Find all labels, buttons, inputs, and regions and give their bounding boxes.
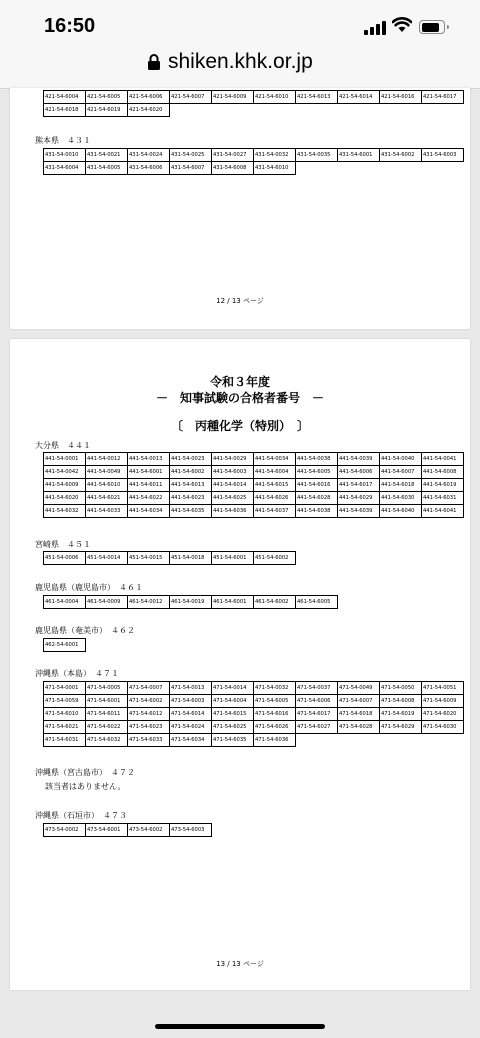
table-row: [44, 466, 464, 479]
number-cell: 471-54-6033: [128, 734, 170, 747]
number-cell: 441-54-6029: [338, 492, 380, 505]
number-table-461: [43, 595, 338, 609]
number-cell: 441-54-0001: [44, 453, 86, 466]
number-cell: 421-54-6004: [44, 91, 86, 104]
number-cell: 441-54-0041: [422, 453, 464, 466]
lock-icon: [147, 53, 161, 71]
table-row: [44, 721, 464, 734]
number-cell: 431-54-6008: [212, 162, 254, 175]
number-cell: 431-54-0032: [254, 149, 296, 162]
number-cell: 471-54-6023: [128, 721, 170, 734]
number-cell: 421-54-6017: [422, 91, 464, 104]
number-cell: 441-54-6006: [338, 466, 380, 479]
table-row: [44, 552, 296, 565]
number-cell: 441-54-6035: [170, 505, 212, 518]
number-cell: 471-54-6026: [254, 721, 296, 734]
number-cell: 471-54-0014: [212, 682, 254, 695]
table-row: [44, 479, 464, 492]
table-row: [44, 734, 464, 747]
number-cell: 431-54-0010: [44, 149, 86, 162]
number-cell: 441-54-6025: [212, 492, 254, 505]
number-cell: 421-54-6006: [128, 91, 170, 104]
number-cell: 441-54-6001: [128, 466, 170, 479]
number-cell: 441-54-6011: [128, 479, 170, 492]
document-heading-category: 〔 丙種化学（特別） 〕: [170, 419, 309, 433]
prefecture-label: 鹿児島県（鹿児島市） ４６１: [35, 583, 143, 592]
number-cell: 471-54-0001: [44, 682, 86, 695]
table-row: [44, 453, 464, 466]
number-cell: 451-54-6001: [212, 552, 254, 565]
number-cell: 471-54-0037: [296, 682, 338, 695]
number-cell: 471-54-6010: [44, 708, 86, 721]
number-cell: 471-54-6015: [212, 708, 254, 721]
number-cell: 471-54-6001: [86, 695, 128, 708]
home-indicator[interactable]: [155, 1024, 325, 1029]
wifi-icon: [392, 17, 412, 33]
number-cell: 471-54-6024: [170, 721, 212, 734]
number-cell: 471-54-6028: [338, 721, 380, 734]
number-cell: 451-54-0018: [170, 552, 212, 565]
table-row: [44, 91, 464, 104]
number-cell: 471-54-6005: [254, 695, 296, 708]
number-cell: 451-54-0014: [86, 552, 128, 565]
number-cell: 431-54-6002: [380, 149, 422, 162]
number-cell: 473-54-6003: [170, 824, 212, 837]
table-row: [44, 492, 464, 505]
number-cell: 471-54-6036: [254, 734, 296, 747]
number-cell: 461-54-0012: [128, 596, 170, 609]
number-cell: 441-54-6032: [44, 505, 86, 518]
number-cell: 441-54-6003: [212, 466, 254, 479]
number-cell: 471-54-6022: [86, 721, 128, 734]
number-cell: 421-54-6014: [338, 91, 380, 104]
number-cell: 431-54-6010: [254, 162, 296, 175]
url-text[interactable]: shiken.khk.or.jp: [168, 50, 313, 73]
number-cell: 461-54-6002: [254, 596, 296, 609]
number-cell: 471-54-6007: [338, 695, 380, 708]
table-row: [44, 104, 464, 117]
number-cell: 471-54-6021: [44, 721, 86, 734]
page-footer: 13 / 13 ページ: [216, 960, 264, 968]
number-cell: 441-54-6022: [128, 492, 170, 505]
number-cell: 441-54-6010: [86, 479, 128, 492]
number-cell: 421-54-6005: [86, 91, 128, 104]
number-cell: 471-54-0059: [44, 695, 86, 708]
number-cell: 471-54-6032: [86, 734, 128, 747]
number-table-441: [43, 452, 464, 518]
number-cell: 421-54-6007: [170, 91, 212, 104]
number-cell: 471-54-6031: [44, 734, 86, 747]
pdf-page-13: [10, 339, 470, 990]
browser-address-bar[interactable]: [0, 40, 480, 89]
number-cell: 431-54-6001: [338, 149, 380, 162]
number-cell: 441-54-6031: [422, 492, 464, 505]
number-cell: 471-54-6002: [128, 695, 170, 708]
status-time: 16:50: [44, 15, 96, 37]
number-cell: 441-54-0023: [170, 453, 212, 466]
number-cell: 471-54-6018: [338, 708, 380, 721]
number-cell: 471-54-0005: [86, 682, 128, 695]
number-cell: 431-54-6007: [170, 162, 212, 175]
number-table-451: [43, 551, 296, 565]
number-cell: 441-54-6015: [254, 479, 296, 492]
number-cell: 461-54-0009: [86, 596, 128, 609]
number-cell: 431-54-0021: [86, 149, 128, 162]
number-cell: 471-54-6016: [254, 708, 296, 721]
number-cell: 471-54-6020: [422, 708, 464, 721]
number-cell: 441-54-6008: [422, 466, 464, 479]
number-cell: 471-54-6034: [170, 734, 212, 747]
number-cell: 441-54-6026: [254, 492, 296, 505]
number-cell: 441-54-0012: [86, 453, 128, 466]
prefecture-label: 沖縄県（宮古島市） ４７２: [35, 768, 135, 777]
prefecture-label: 鹿児島県（奄美市） ４６２: [35, 626, 135, 635]
number-cell: 441-54-6020: [44, 492, 86, 505]
page-footer: 12 / 13 ページ: [216, 297, 264, 305]
number-cell: 431-54-6005: [86, 162, 128, 175]
number-cell: 473-54-6002: [128, 824, 170, 837]
number-cell: 471-54-0049: [338, 682, 380, 695]
number-cell: 441-54-0039: [338, 453, 380, 466]
number-cell: 471-54-6025: [212, 721, 254, 734]
number-cell: 441-54-6007: [380, 466, 422, 479]
prefecture-label: 熊本県 ４３１: [35, 136, 91, 145]
number-table-462: [43, 638, 86, 652]
table-row: [44, 639, 86, 652]
number-cell: 451-54-6002: [254, 552, 296, 565]
number-cell: 421-54-6018: [44, 104, 86, 117]
number-table-431: [43, 148, 464, 175]
number-cell: 473-54-6001: [86, 824, 128, 837]
table-row: [44, 824, 212, 837]
number-cell: 473-54-0002: [44, 824, 86, 837]
number-cell: 441-54-6034: [128, 505, 170, 518]
number-cell: 441-54-6033: [86, 505, 128, 518]
number-table-471: [43, 681, 464, 747]
table-row: [44, 596, 338, 609]
number-cell: 441-54-0029: [212, 453, 254, 466]
number-cell: 471-54-6030: [422, 721, 464, 734]
number-cell: 471-54-6004: [212, 695, 254, 708]
number-cell: 431-54-6006: [128, 162, 170, 175]
number-cell: 451-54-0015: [128, 552, 170, 565]
number-cell: 471-54-0050: [380, 682, 422, 695]
number-cell: 471-54-6019: [380, 708, 422, 721]
number-cell: 471-54-0032: [254, 682, 296, 695]
number-cell: 441-54-6014: [212, 479, 254, 492]
number-cell: 441-54-6037: [254, 505, 296, 518]
number-cell: 471-54-6003: [170, 695, 212, 708]
number-cell: 441-54-6041: [422, 505, 464, 518]
number-cell: 441-54-6016: [296, 479, 338, 492]
number-cell: 471-54-6029: [380, 721, 422, 734]
number-cell: 421-54-6010: [254, 91, 296, 104]
table-row: [44, 682, 464, 695]
pdf-page-12: [10, 88, 470, 329]
number-cell: 431-54-0024: [128, 149, 170, 162]
number-cell: 471-54-6017: [296, 708, 338, 721]
number-cell: 431-54-6003: [422, 149, 464, 162]
number-cell: 421-54-6020: [128, 104, 170, 117]
number-cell: 441-54-6017: [338, 479, 380, 492]
number-cell: 461-54-0004: [44, 596, 86, 609]
number-cell: 471-54-6006: [296, 695, 338, 708]
prefecture-label: 大分県 ４４１: [35, 441, 91, 450]
cellular-signal-icon: [364, 21, 386, 35]
table-row: [44, 695, 464, 708]
number-cell: 441-54-0013: [128, 453, 170, 466]
number-cell: 441-54-6013: [170, 479, 212, 492]
number-cell: 471-54-6027: [296, 721, 338, 734]
number-cell: 471-54-0051: [422, 682, 464, 695]
no-passers-note: 該当者はありません。: [45, 782, 126, 791]
table-row: [44, 162, 464, 175]
number-cell: 471-54-6014: [170, 708, 212, 721]
number-cell: 471-54-6008: [380, 695, 422, 708]
number-cell: 441-54-6002: [170, 466, 212, 479]
number-cell: 461-54-6001: [212, 596, 254, 609]
table-row: [44, 505, 464, 518]
number-cell: 421-54-6013: [296, 91, 338, 104]
document-heading-year: 令和３年度: [209, 375, 270, 389]
number-cell: 462-54-6001: [44, 639, 86, 652]
number-cell: 441-54-6019: [422, 479, 464, 492]
number-cell: 441-54-0034: [254, 453, 296, 466]
number-cell: 441-54-6028: [296, 492, 338, 505]
number-cell: 431-54-0025: [170, 149, 212, 162]
number-cell: 441-54-6036: [212, 505, 254, 518]
number-cell: 431-54-6004: [44, 162, 86, 175]
number-cell: 421-54-6019: [86, 104, 128, 117]
number-cell: 441-54-6023: [170, 492, 212, 505]
number-cell: 441-54-6004: [254, 466, 296, 479]
number-cell: 471-54-0013: [170, 682, 212, 695]
number-cell: 451-54-0006: [44, 552, 86, 565]
number-cell: 461-54-0019: [170, 596, 212, 609]
number-cell: 471-54-6011: [86, 708, 128, 721]
number-cell: 421-54-6016: [380, 91, 422, 104]
prefecture-label: 沖縄県（本島） ４７１: [35, 669, 119, 678]
number-cell: 441-54-6030: [380, 492, 422, 505]
number-cell: 471-54-0007: [128, 682, 170, 695]
number-cell: 441-54-0042: [44, 466, 86, 479]
number-cell: 441-54-6038: [296, 505, 338, 518]
table-row: [44, 149, 464, 162]
number-cell: 441-54-6018: [380, 479, 422, 492]
document-heading-title: － 知事試験の合格者番号 －: [155, 391, 324, 405]
number-cell: 441-54-6040: [380, 505, 422, 518]
number-table-473: [43, 823, 212, 837]
number-cell: 471-54-6009: [422, 695, 464, 708]
number-table-421: [43, 90, 464, 117]
prefecture-label: 沖縄県（石垣市） ４７３: [35, 811, 127, 820]
number-cell: 431-54-0035: [296, 149, 338, 162]
prefecture-label: 宮崎県 ４５１: [35, 540, 91, 549]
number-cell: 421-54-6009: [212, 91, 254, 104]
number-cell: 441-54-0038: [296, 453, 338, 466]
number-cell: 441-54-6021: [86, 492, 128, 505]
number-cell: 441-54-0040: [380, 453, 422, 466]
battery-icon: [419, 20, 445, 34]
number-cell: 461-54-6005: [296, 596, 338, 609]
number-cell: 441-54-6009: [44, 479, 86, 492]
number-cell: 471-54-6035: [212, 734, 254, 747]
number-cell: 441-54-6005: [296, 466, 338, 479]
number-cell: 471-54-6012: [128, 708, 170, 721]
number-cell: 441-54-0049: [86, 466, 128, 479]
number-cell: 441-54-6039: [338, 505, 380, 518]
number-cell: 431-54-0027: [212, 149, 254, 162]
table-row: [44, 708, 464, 721]
status-bar: [0, 0, 480, 40]
